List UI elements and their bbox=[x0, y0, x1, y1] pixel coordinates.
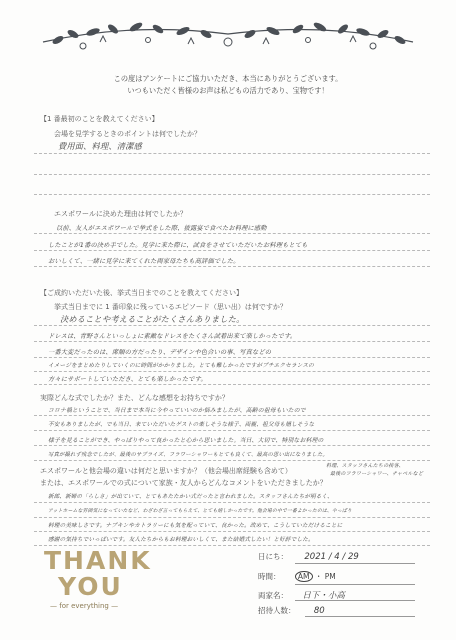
intro-line-1: この度はアンケートにご協力いただき、本当にありがとうございます。 bbox=[113, 74, 343, 83]
answer-difference-note-2: 最後のフラワーシャワー、チャペルなど bbox=[330, 471, 424, 477]
question-venue-difference: エスポワールと他会場の違いは何だと思いますか？（他会場出席経験も含めて） bbox=[40, 467, 292, 475]
date-field bbox=[258, 551, 359, 562]
guests-value: 80 bbox=[313, 606, 325, 616]
answer-ceremony-line-1: コロナ禍ということで、当日まで本当に今やっていいのか悩みましたが、高齢の祖母もいたので bbox=[48, 408, 306, 414]
intro-message bbox=[0, 73, 456, 97]
answer-comments-line-3: 料理の美味しさです。ナプキンやカトラリーにも気を配っていて、良かった。改めて、こうしていただけることに bbox=[48, 523, 343, 529]
answer-comments-line-2: アットホームな雰囲気になっていたなど、わざわざ言ってもらえて、とても嬉しかったです。他会場の中で一番よかったのは、やっぱり bbox=[48, 509, 352, 514]
answer-line bbox=[34, 415, 430, 416]
answer-episode-line-4: イメージをまとめたりしていくのに時間がかかりました。とても難しかったですがプチエクセランスの bbox=[48, 363, 314, 369]
question-guest-comments: または、エスポワールでの式について家族・友人からどんなコメントをいただきましたか？ bbox=[40, 479, 327, 487]
answer-line bbox=[34, 325, 430, 326]
answer-line bbox=[34, 502, 430, 503]
time-separator: ・ bbox=[314, 572, 323, 581]
answer-line bbox=[34, 250, 430, 251]
answer-line bbox=[34, 430, 430, 431]
answer-line bbox=[34, 357, 430, 358]
time-label: 時間： bbox=[258, 572, 281, 581]
answer-line bbox=[34, 517, 430, 518]
answer-line bbox=[34, 233, 430, 234]
you-word: YOU bbox=[58, 572, 123, 601]
answer-decision-line-1: 以前、友人がエスポワールで挙式をした際、披露宴で食べたお料理に感動 bbox=[56, 225, 267, 232]
time-field bbox=[258, 571, 336, 582]
underline bbox=[305, 616, 415, 617]
leaf-garland-icon bbox=[38, 20, 418, 60]
section-2-header: 【ご成約いただいた後、挙式当日までのことを教えてください】 bbox=[40, 289, 243, 297]
answer-line bbox=[34, 445, 430, 446]
answer-line bbox=[34, 531, 430, 532]
answer-episode-line-5: 方々にサポートしていただき、とても楽しかったです。 bbox=[48, 376, 207, 383]
section-1-header: 【1 番最初のことを教えてください】 bbox=[40, 115, 159, 123]
answer-decision-line-2: したことが1番の決め手でした。見学に来た際に、試食をさせていただいたお料理もとても bbox=[48, 242, 308, 249]
answer-line bbox=[34, 194, 430, 195]
answer-venue-point: 費用面、料理、清潔感 bbox=[58, 141, 142, 151]
answer-line bbox=[34, 371, 430, 372]
underline bbox=[295, 600, 415, 601]
question-decision-reason: エスポワールに決めた理由は何でしたか？ bbox=[54, 210, 187, 218]
answer-line bbox=[34, 153, 430, 154]
thank-you-logo bbox=[44, 546, 152, 610]
answer-line bbox=[34, 384, 430, 385]
answer-episode-line-3: 一番大変だったのは、席順の方だったり、デザインや色合いの事、写真などの bbox=[48, 349, 272, 356]
family-label: 両家名： bbox=[258, 591, 288, 600]
answer-episode-line-1: 決めることや考えることがたくさんありました。 bbox=[60, 314, 245, 324]
intro-line-2: いつもいただく皆様のお声は私どもの活力であり、宝物です！ bbox=[127, 86, 329, 95]
question-venue-point: 会場を見学するときのポイントは何でしたか？ bbox=[54, 130, 201, 138]
answer-line bbox=[34, 266, 430, 267]
answer-decision-line-3: おいしくて、一緒に見学に来てくれた両家母たちも高評価でした。 bbox=[48, 258, 240, 265]
thank-tagline: — for everything — bbox=[50, 602, 119, 610]
date-label: 日にち： bbox=[258, 552, 288, 561]
answer-line bbox=[34, 460, 430, 461]
answer-episode-line-2: ドレスは、青野さんといっしょに素敵なドレスをたくさん試着出来て楽しかったです。 bbox=[48, 333, 297, 340]
am-option-circled: AM bbox=[295, 571, 313, 582]
answer-line bbox=[34, 341, 430, 342]
date-value: 2021 / 4 / 29 bbox=[304, 552, 359, 562]
family-value: 日下・小高 bbox=[302, 591, 345, 601]
answer-line bbox=[34, 174, 430, 175]
answer-ceremony-line-3: 様子を見ることができ、やっぱりやって良かったと心から思いました。当日、大切で、特別なお料理の bbox=[48, 438, 324, 444]
underline bbox=[295, 563, 415, 564]
question-ceremony-impression: 実際どんな式でしたか？また、どんな感想をお持ちですか？ bbox=[40, 394, 229, 402]
answer-comments-line-1: 新郎、新婦の「らしさ」が出ていて、とてもあたたかい式だったと言われました。スタッフさんたちが明るく、 bbox=[48, 494, 333, 500]
answer-ceremony-line-2: 不安もありましたが、でも当日、来ていただいたゲストの楽しそうな様子、両親、祖父母も嬉しそうな bbox=[48, 422, 315, 428]
answer-difference-note-1: 料理、スタッフさんたちの接客、 bbox=[326, 463, 405, 469]
pm-option: PM bbox=[324, 572, 336, 581]
guests-field bbox=[258, 605, 325, 616]
thank-word: THANK bbox=[44, 546, 152, 575]
guests-label: 招待人数： bbox=[258, 606, 296, 615]
question-episode: 挙式当日までに 1 番印象に残っているエピソード（思い出）は何ですか？ bbox=[54, 303, 287, 311]
answer-comments-line-4: 感謝の気持ちでいっぱいです。友人たちからもお料理おいしくて、また結婚式したい！と好評でした。 bbox=[48, 537, 314, 543]
underline bbox=[295, 584, 415, 585]
answer-ceremony-line-4: 写真が撮れず残念でしたが、最後のサプライズ、フラワーシャワーもとても良くて、最高の思い出になりました。 bbox=[48, 452, 328, 458]
